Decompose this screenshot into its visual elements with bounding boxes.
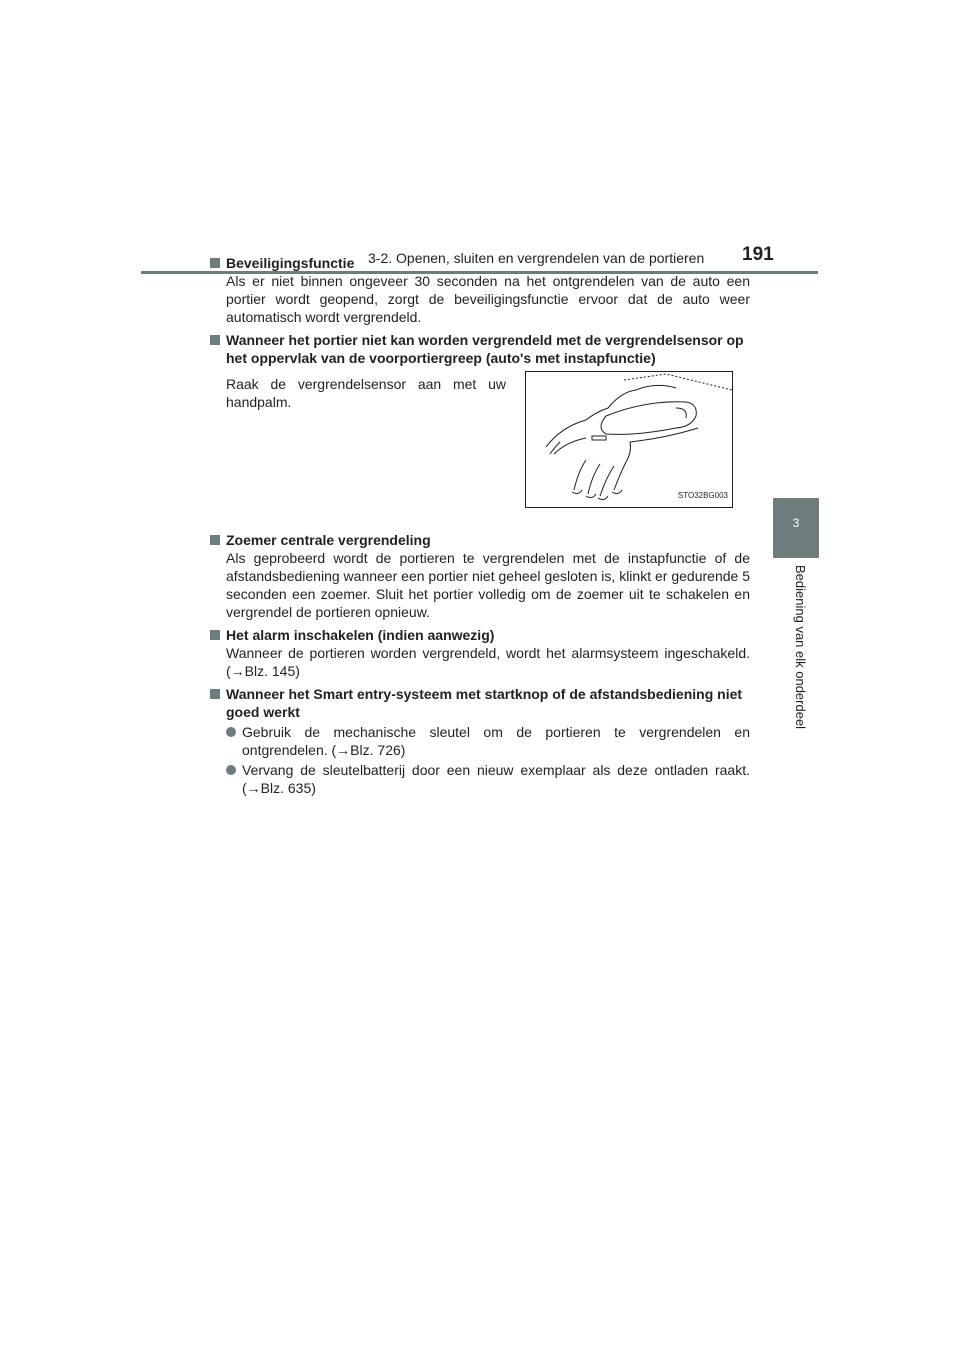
chapter-number: 3	[792, 516, 800, 530]
page-content	[210, 254, 750, 802]
list-item-text: Vervang de sleutelbatterij door een nieuw exemplaar als deze ontladen raakt. (→Blz. 635)	[242, 762, 750, 796]
round-bullet-icon	[226, 765, 236, 775]
chapter-tab	[773, 498, 819, 558]
page-number: 191	[742, 244, 774, 265]
section-vergrendelsensor	[210, 331, 750, 521]
section-heading	[210, 626, 750, 644]
square-bullet-icon	[210, 535, 220, 545]
section-smart-entry	[210, 685, 750, 797]
square-bullet-icon	[210, 258, 220, 268]
square-bullet-icon	[210, 335, 220, 345]
section-heading-text: Beveiligingsfunctie	[226, 255, 355, 271]
round-bullet-icon	[226, 727, 236, 737]
section-heading-text: Wanneer het Smart entry-systeem met startknop of de afstandsbediening niet goed werkt	[226, 686, 743, 720]
door-handle-figure	[525, 371, 733, 508]
section-body: Als geprobeerd wordt de portieren te vergrendelen met de instapfunctie of de afstandsbediening wanneer een portier niet geheel gesloten is, klinkt er gedurende 5 seconden een zoemer. Sluit het portier volledig om de zoemer uit te schakelen en vergrendel de portieren opnieuw.	[226, 550, 750, 620]
section-zoemer	[210, 531, 750, 621]
list-item-text: Gebruik de mechanische sleutel om de portieren te vergrendelen en ontgrendelen. (→Blz. 726)	[242, 724, 750, 758]
section-heading	[210, 685, 750, 721]
section-heading-text: Wanneer het portier niet kan worden vergrendeld met de vergrendelsensor op het oppervlak van de voorportiergreep (auto's met instapfunctie)	[226, 332, 744, 366]
figure-code: STO32BG003	[677, 491, 728, 500]
section-heading-text: Zoemer centrale vergrendeling	[226, 532, 431, 548]
chapter-title: Bediening van elk onderdeel	[793, 565, 808, 730]
list-item	[210, 761, 750, 797]
list-item	[210, 723, 750, 759]
section-heading	[210, 531, 750, 549]
section-body: Raak de vergrendelsensor aan met uw handpalm.	[226, 376, 506, 410]
section-heading-text: Het alarm inschakelen (indien aanwezig)	[226, 627, 495, 643]
section-heading	[210, 331, 750, 367]
square-bullet-icon	[210, 630, 220, 640]
section-alarm	[210, 626, 750, 680]
square-bullet-icon	[210, 689, 220, 699]
section-body: Als er niet binnen ongeveer 30 seconden na het ontgrendelen van de auto een portier wordt geopend, zorgt de beveiligingsfunctie ervoor dat de auto weer automatisch wordt vergrendeld.	[226, 273, 750, 325]
section-body: Wanneer de portieren worden vergrendeld, wordt het alarmsysteem ingeschakeld. (→Blz. 145)	[226, 645, 750, 679]
section-heading	[210, 254, 750, 272]
section-beveiligingsfunctie	[210, 254, 750, 326]
figure-row	[210, 375, 750, 521]
header-title: 3-2. Openen, sluiten en vergrendelen van de portieren	[368, 250, 705, 266]
